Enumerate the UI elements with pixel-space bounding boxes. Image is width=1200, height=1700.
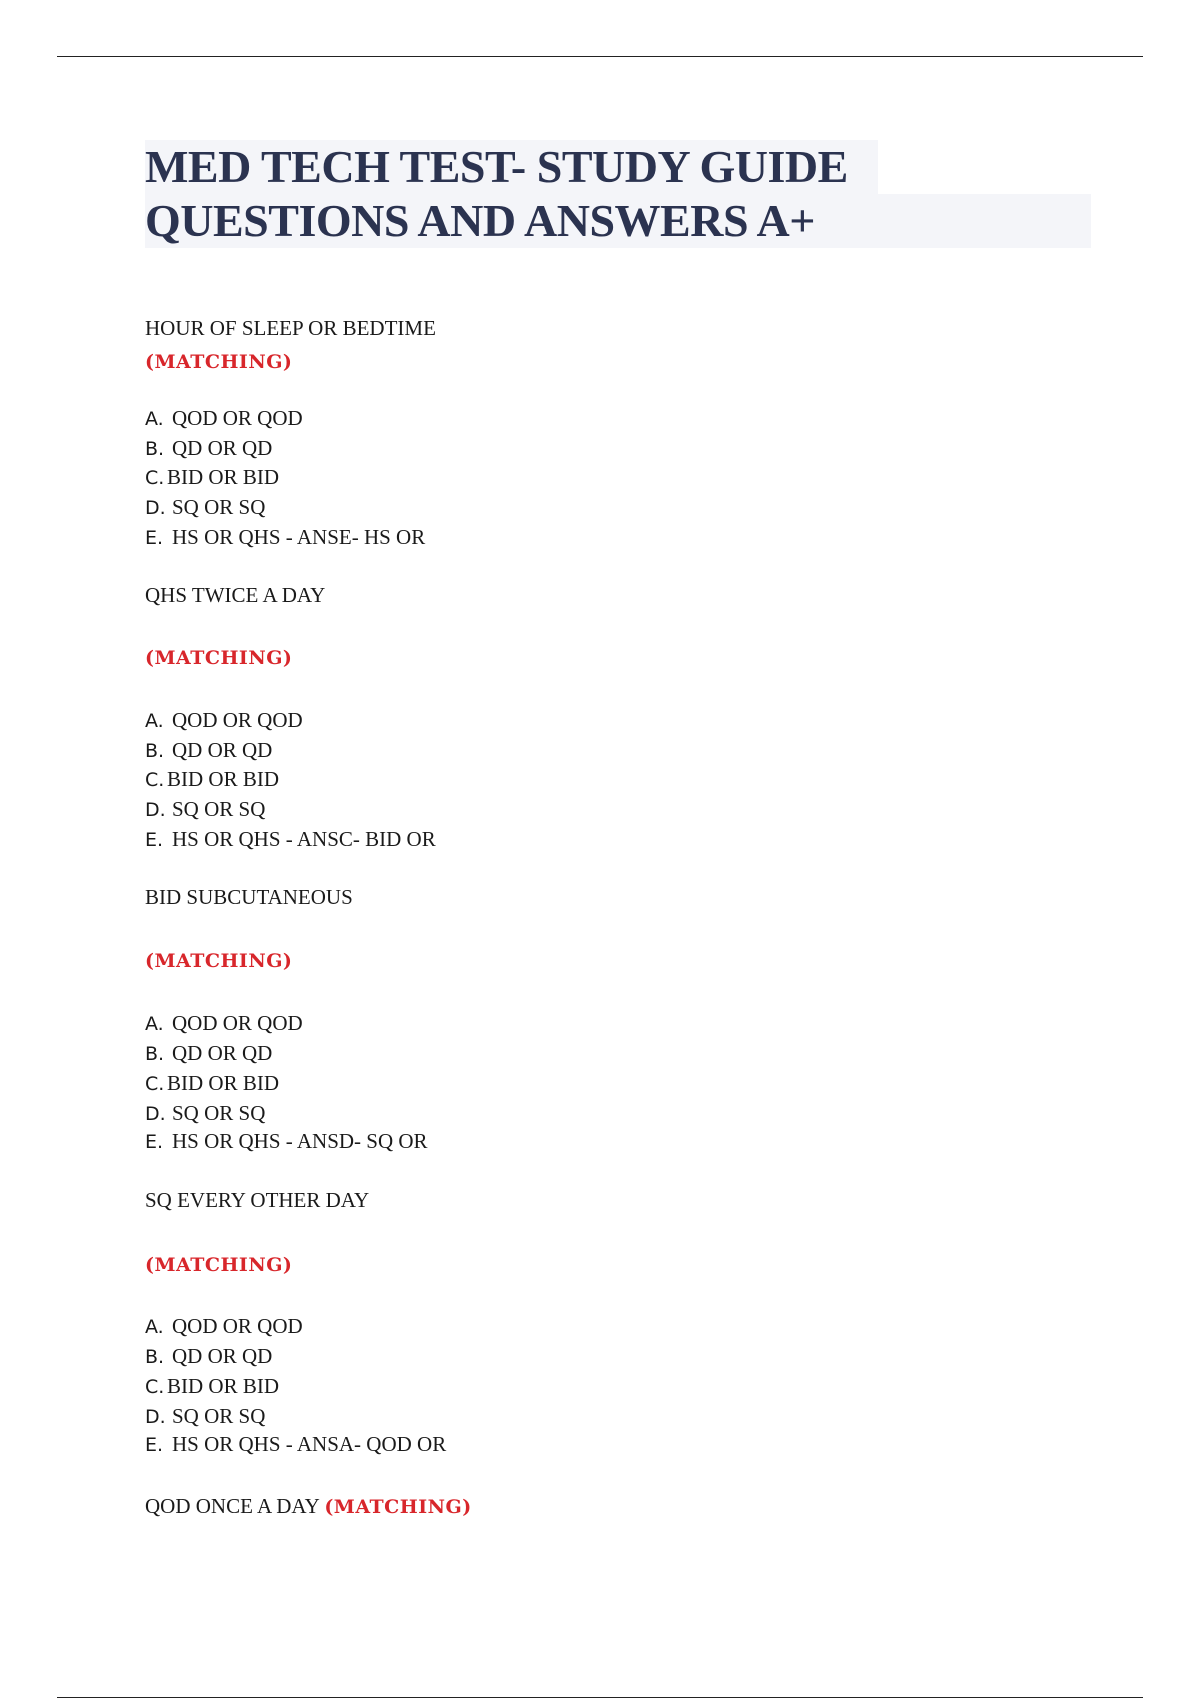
option-line: [145, 737, 272, 764]
option-letter: B.: [145, 740, 165, 762]
matching-tag: (MATCHING): [145, 1254, 293, 1276]
option-line: [145, 1070, 279, 1097]
option-line: [145, 826, 436, 853]
option-letter: B.: [145, 438, 165, 460]
option-line: [145, 707, 303, 734]
option-line: [145, 1403, 265, 1430]
option-line: [145, 435, 272, 462]
answer-continuation: BID SUBCUTANEOUS: [145, 885, 353, 909]
option-line: [145, 766, 279, 793]
option-text: QD OR QD: [172, 738, 273, 762]
option-line: [145, 1313, 303, 1340]
option-letter: C.: [145, 1376, 165, 1398]
option-text: SQ OR SQ: [172, 495, 266, 519]
option-letter: C.: [145, 467, 165, 489]
option-line: [145, 1100, 265, 1127]
option-letter: A.: [145, 710, 164, 732]
option-text: HS OR QHS - ANSE- HS OR: [172, 525, 426, 549]
option-line: [145, 405, 303, 432]
option-line: [145, 1431, 446, 1458]
option-line: [145, 494, 265, 521]
option-line: [145, 1373, 279, 1400]
option-text: SQ OR SQ: [172, 1101, 266, 1125]
option-text: QD OR QD: [172, 1041, 273, 1065]
option-text: BID OR BID: [167, 1374, 280, 1398]
option-line: [145, 796, 265, 823]
option-text: QOD OR QOD: [172, 1011, 303, 1035]
option-letter: A.: [145, 1013, 164, 1035]
matching-tag: (MATCHING): [145, 351, 293, 373]
option-letter: C.: [145, 1073, 165, 1095]
title-line-2: QUESTIONS AND ANSWERS A+: [145, 194, 1091, 248]
option-letter: E.: [145, 1434, 164, 1456]
bottom-rule: [57, 1697, 1143, 1698]
matching-tag: (MATCHING): [145, 647, 293, 669]
option-line: [145, 464, 279, 491]
title-line-1: MED TECH TEST- STUDY GUIDE: [145, 140, 878, 194]
option-letter: D.: [145, 1103, 166, 1125]
option-line: [145, 1010, 303, 1037]
option-text: SQ OR SQ: [172, 1404, 266, 1428]
option-letter: C.: [145, 769, 165, 791]
answer-continuation: [145, 1493, 472, 1520]
option-text: QD OR QD: [172, 436, 273, 460]
option-letter: E.: [145, 1131, 164, 1153]
option-line: [145, 1343, 272, 1370]
top-rule: [57, 56, 1143, 57]
option-letter: E.: [145, 829, 164, 851]
document-title: [145, 140, 1091, 248]
option-line: [145, 1128, 428, 1155]
answer-continuation-text: QOD ONCE A DAY: [145, 1494, 320, 1518]
option-letter: D.: [145, 497, 166, 519]
option-text: QOD OR QOD: [172, 1314, 303, 1338]
matching-tag: (MATCHING): [145, 950, 293, 972]
matching-tag: (MATCHING): [324, 1496, 472, 1518]
option-text: BID OR BID: [167, 1071, 280, 1095]
option-letter: A.: [145, 1316, 164, 1338]
option-letter: D.: [145, 799, 166, 821]
option-line: [145, 524, 425, 551]
option-letter: B.: [145, 1043, 165, 1065]
option-text: HS OR QHS - ANSA- QOD OR: [172, 1432, 447, 1456]
option-text: HS OR QHS - ANSC- BID OR: [172, 827, 436, 851]
answer-continuation: SQ EVERY OTHER DAY: [145, 1188, 370, 1212]
option-text: QOD OR QOD: [172, 708, 303, 732]
option-line: [145, 1040, 272, 1067]
option-text: QD OR QD: [172, 1344, 273, 1368]
option-letter: E.: [145, 527, 164, 549]
option-letter: D.: [145, 1406, 166, 1428]
option-text: BID OR BID: [167, 465, 280, 489]
option-text: BID OR BID: [167, 767, 280, 791]
option-text: QOD OR QOD: [172, 406, 303, 430]
option-text: SQ OR SQ: [172, 797, 266, 821]
answer-continuation: QHS TWICE A DAY: [145, 583, 326, 607]
question-prompt: HOUR OF SLEEP OR BEDTIME: [145, 316, 436, 340]
option-letter: B.: [145, 1346, 165, 1368]
option-letter: A.: [145, 408, 164, 430]
option-text: HS OR QHS - ANSD- SQ OR: [172, 1129, 428, 1153]
